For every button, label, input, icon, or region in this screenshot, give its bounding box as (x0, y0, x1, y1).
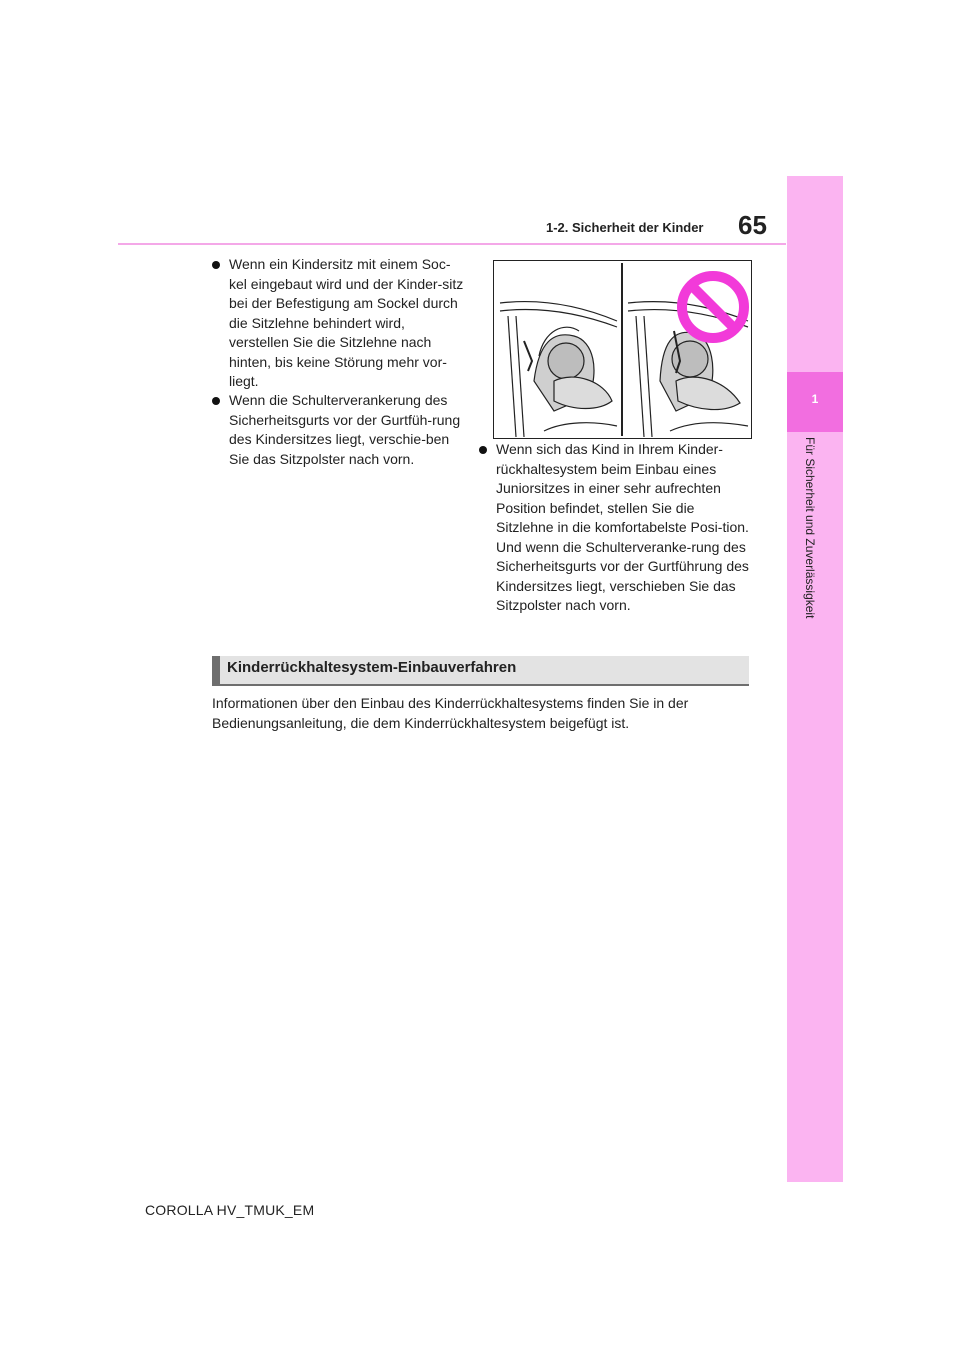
bullet-text: Wenn ein Kindersitz mit einem Soc-kel eingebaut wird und der Kinder-sitz bei der Befestigung am Sockel durch die Sitzlehne behindert wird, verstellen Sie die Sitzlehne nach hinten, bis keine Störung mehr vor-liegt. (229, 256, 464, 389)
chapter-sidebar (787, 176, 843, 1182)
bullet-text: Wenn sich das Kind in Ihrem Kinder-rückhaltesystem beim Einbau eines Juniorsitzes in einer sehr aufrechten Position befindet, stellen Sie die Sitzlehne in die komfortabelste Posi-tion. Und wenn die Schulterveranke-rung des Sicherheitsgurts vor der Gurtführung des Kindersitzes liegt, verschieben Sie das Sitzpolster nach vorn. (496, 441, 749, 613)
bullet-dot-icon (212, 397, 220, 405)
bullet-item (212, 391, 466, 469)
page-number: 65 (738, 210, 767, 240)
bullet-item (212, 255, 466, 392)
bullet-dot-icon (212, 261, 220, 269)
section-heading-bar (212, 656, 220, 686)
section-paragraph: Informationen über den Einbau des Kinderrückhaltesystems finden Sie in der Bedienungsanleitung, die dem Kinderrückhaltesystem beigefügt ist. (212, 695, 689, 731)
correct-seat-position-panel (500, 302, 617, 437)
bullet-item (479, 440, 749, 616)
bullet-text: Wenn die Schulterverankerung des Sicherheitsgurts vor der Gurtfüh-rung des Kindersitzes liegt, verschie-ben Sie das Sitzpolster nach vorn. (229, 392, 461, 467)
prohibition-icon (682, 276, 744, 338)
chapter-title: Für Sicherheit und Zuverlässigkeit (803, 437, 817, 619)
section-heading: Kinderrückhaltesystem-Einbauverfahren (227, 659, 517, 676)
seat-illustration (493, 260, 752, 439)
section-title: 1-2. Sicherheit der Kinder (546, 220, 704, 235)
bullet-dot-icon (479, 446, 487, 454)
header-rule (118, 243, 786, 245)
footer-model-code: COROLLA HV_TMUK_EM (145, 1202, 315, 1218)
section-heading-underline (212, 684, 749, 686)
chapter-number: 1 (811, 392, 819, 406)
